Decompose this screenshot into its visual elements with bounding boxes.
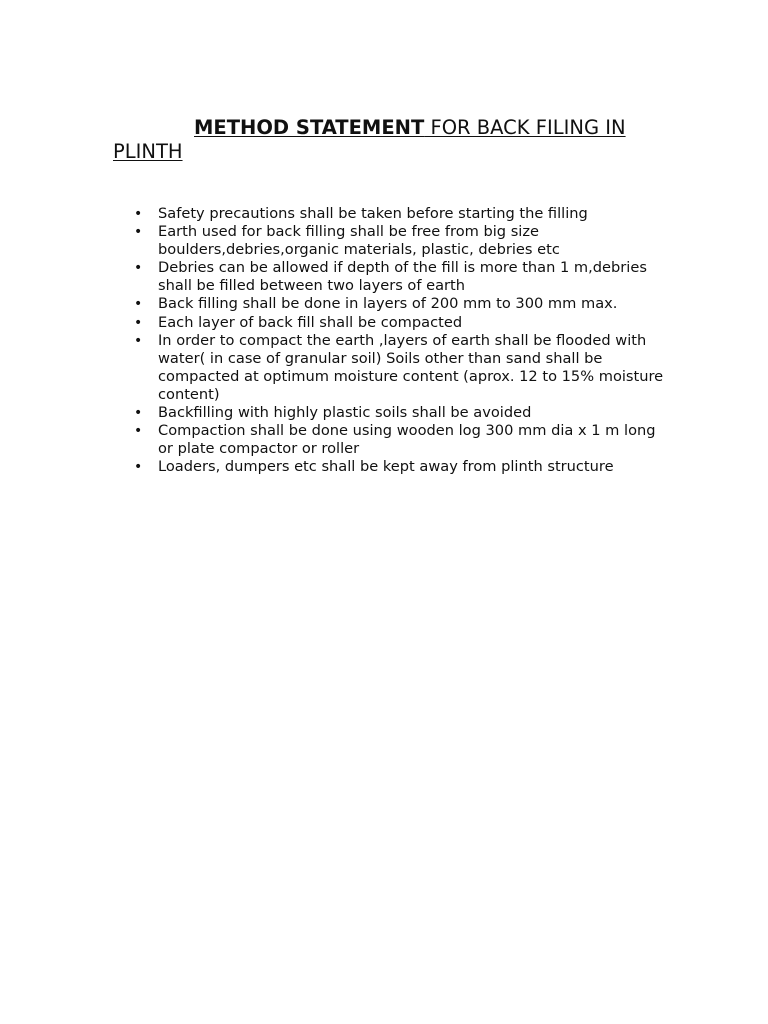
title-rest-part: FOR BACK FILING IN PLINTH (113, 116, 626, 163)
list-item (113, 314, 673, 332)
list-item-text: Back filling shall be done in layers of 200 mm to 300 mm max. (158, 295, 618, 313)
list-item (113, 422, 673, 458)
list-item (113, 458, 673, 476)
list-item (113, 223, 673, 259)
list-item-text: Debries can be allowed if depth of the fill is more than 1 m,debries shall be filled between two layers of earth (158, 259, 647, 295)
bullet-icon: • (134, 332, 143, 349)
list-item (113, 332, 673, 404)
bullet-icon: • (134, 260, 143, 277)
bullet-icon: • (134, 224, 143, 241)
list-item-text: In order to compact the earth ,layers of earth shall be flooded with water( in case of granular soil) Soils other than sand shall be compacted at optimum moisture content (aprox. 12 to 15% moisture content) (158, 331, 664, 403)
bullet-icon: • (134, 314, 143, 331)
bullet-icon: • (134, 206, 143, 222)
list-item (113, 259, 673, 295)
document-title (113, 116, 673, 164)
bullet-icon: • (134, 405, 143, 422)
list-item (113, 295, 673, 313)
list-item (113, 205, 673, 223)
title-bold-part: METHOD STATEMENT (194, 116, 425, 139)
list-item (113, 404, 673, 422)
list-item-text: Loaders, dumpers etc shall be kept away from plinth structure (158, 458, 614, 476)
bullet-icon: • (134, 296, 143, 313)
bullet-icon: • (134, 423, 143, 440)
method-steps-list (113, 205, 673, 476)
bullet-icon: • (134, 459, 143, 476)
list-item-text: Backfilling with highly plastic soils shall be avoided (158, 404, 532, 422)
list-item-text: Compaction shall be done using wooden log 300 mm dia x 1 m long or plate compactor or roller (158, 422, 656, 458)
list-item-text: Safety precautions shall be taken before starting the filling (158, 205, 588, 222)
list-item-text: Earth used for back filling shall be free from big size boulders,debries,organic materials, plastic, debries etc (158, 223, 560, 259)
list-item-text: Each layer of back fill shall be compacted (158, 313, 463, 331)
